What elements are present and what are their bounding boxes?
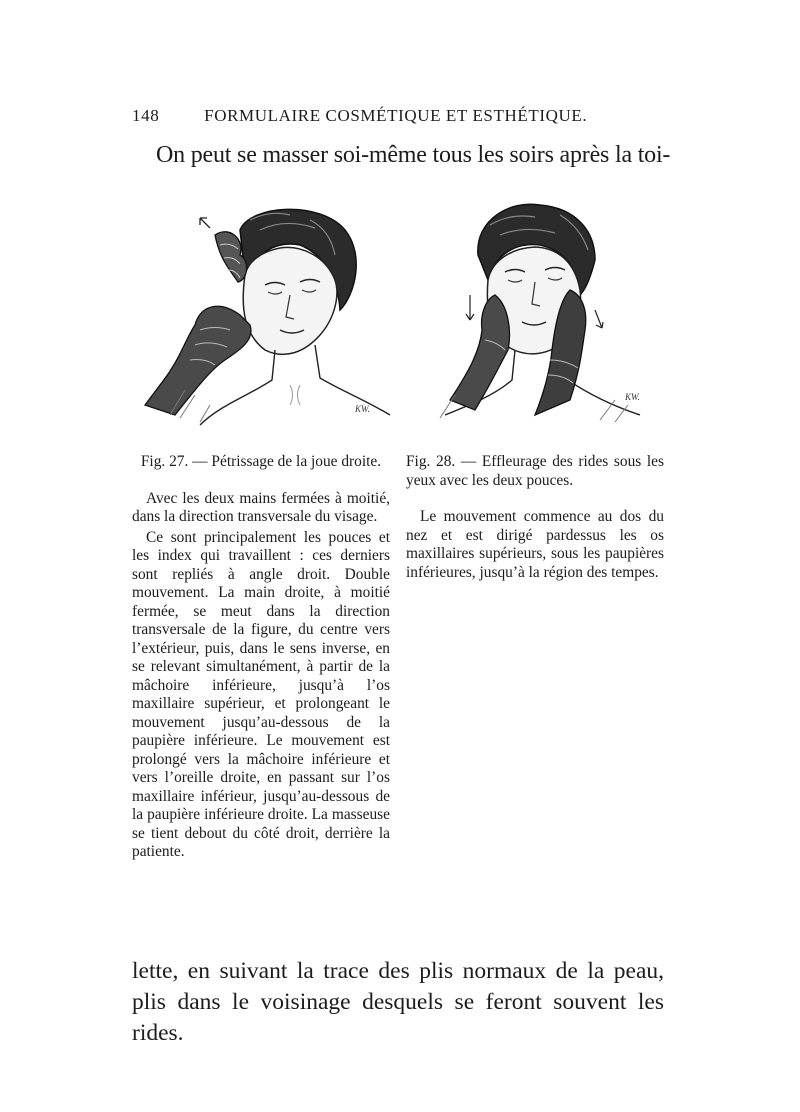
figure-27-caption: Fig. 27. — Pétrissage de la joue droite. bbox=[140, 453, 382, 470]
column-left-paragraph-1: Avec les deux mains fermées à moitié, dans la direction transversale du visage. bbox=[132, 489, 390, 525]
running-title: FORMULAIRE COSMÉTIQUE ET ESTHÉTIQUE. bbox=[204, 106, 588, 125]
column-right-paragraph-1: Le mouvement commence au dos du nez et est dirigé pardessus les os maxillaires supérieurs, sous les paupières inférieures, jusqu’à la région des tempes. bbox=[406, 508, 664, 581]
figure-27-illustration bbox=[140, 200, 410, 430]
figure-28-signature: KW. bbox=[625, 392, 640, 402]
page-number: 148 bbox=[132, 106, 160, 125]
figure-28-caption: Fig. 28. — Effleurage des rides sous les yeux avec les deux pouces. bbox=[406, 453, 664, 489]
figure-27-signature: KW. bbox=[355, 404, 370, 414]
closing-paragraph: lette, en suivant la trace des plis normaux de la peau, plis dans le voisinage desquels se feront souvent les rides. bbox=[132, 958, 664, 1046]
column-left bbox=[132, 453, 390, 864]
lead-text: On peut se masser soi-même tous les soirs après la toi- bbox=[156, 142, 671, 168]
column-right bbox=[406, 453, 664, 584]
closing-text bbox=[132, 956, 664, 1049]
running-head bbox=[132, 106, 672, 126]
column-left-paragraph-2: Ce sont principalement les pouces et les index qui travaillent : ces derniers sont repliés à angle droit. Double mouvement. La main droite, à moitié fermée, se meut dans la direction transversale de la figure, du centre vers l’extérieur, puis, dans le sens inverse, en se relevant simultanément, à partir de la mâchoire inférieure, jusqu’à l’os maxillaire supérieur, et prolongeant le mouvement jusqu’au-dessous de la paupière inférieure. Le mouvement est prolongé vers la mâchoire inférieure et vers l’oreille droite, en passant sur l’os maxillaire inférieur, jusqu’au-dessous de la paupière inférieure droite. La masseuse se tient debout du côté droit, derrière la patiente. bbox=[132, 528, 390, 860]
figure-28-illustration bbox=[400, 200, 670, 430]
